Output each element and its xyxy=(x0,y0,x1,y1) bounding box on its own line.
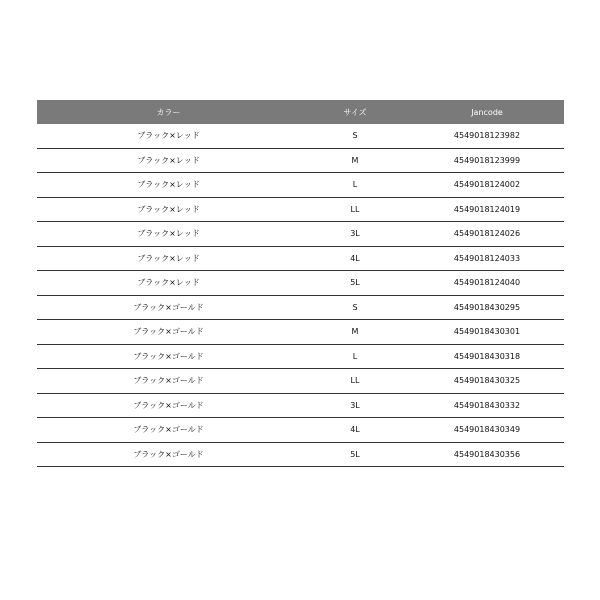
cell-color: ブラック×ゴールド xyxy=(37,418,300,443)
cell-color: ブラック×ゴールド xyxy=(37,442,300,467)
header-size: サイズ xyxy=(300,100,410,124)
cell-size: S xyxy=(300,124,410,148)
product-spec-table xyxy=(37,100,564,467)
table-body xyxy=(37,124,564,467)
table-row xyxy=(37,344,564,369)
cell-size: M xyxy=(300,320,410,345)
cell-size: 5L xyxy=(300,271,410,296)
cell-size: S xyxy=(300,295,410,320)
cell-size: 4L xyxy=(300,246,410,271)
cell-size: L xyxy=(300,344,410,369)
cell-jancode: 4549018430349 xyxy=(410,418,564,443)
cell-color: ブラック×ゴールド xyxy=(37,295,300,320)
cell-color: ブラック×ゴールド xyxy=(37,369,300,394)
cell-jancode: 4549018430332 xyxy=(410,393,564,418)
table-row xyxy=(37,393,564,418)
cell-color: ブラック×レッド xyxy=(37,148,300,173)
table-row xyxy=(37,197,564,222)
cell-size: 4L xyxy=(300,418,410,443)
table-row xyxy=(37,124,564,148)
cell-size: 3L xyxy=(300,222,410,247)
cell-jancode: 4549018124019 xyxy=(410,197,564,222)
cell-jancode: 4549018430301 xyxy=(410,320,564,345)
cell-jancode: 4549018124002 xyxy=(410,173,564,198)
cell-color: ブラック×ゴールド xyxy=(37,344,300,369)
cell-jancode: 4549018124040 xyxy=(410,271,564,296)
cell-jancode: 4549018124026 xyxy=(410,222,564,247)
table-row xyxy=(37,320,564,345)
table-row xyxy=(37,222,564,247)
cell-color: ブラック×レッド xyxy=(37,197,300,222)
cell-color: ブラック×レッド xyxy=(37,246,300,271)
cell-jancode: 4549018430295 xyxy=(410,295,564,320)
cell-jancode: 4549018430318 xyxy=(410,344,564,369)
table-row xyxy=(37,271,564,296)
table-row xyxy=(37,295,564,320)
cell-color: ブラック×レッド xyxy=(37,271,300,296)
cell-size: M xyxy=(300,148,410,173)
cell-color: ブラック×ゴールド xyxy=(37,320,300,345)
cell-jancode: 4549018430356 xyxy=(410,442,564,467)
cell-color: ブラック×レッド xyxy=(37,222,300,247)
table-row xyxy=(37,369,564,394)
cell-size: 3L xyxy=(300,393,410,418)
table-row xyxy=(37,246,564,271)
table-row xyxy=(37,173,564,198)
table-row xyxy=(37,148,564,173)
cell-jancode: 4549018123982 xyxy=(410,124,564,148)
cell-jancode: 4549018123999 xyxy=(410,148,564,173)
cell-jancode: 4549018430325 xyxy=(410,369,564,394)
header-color: カラー xyxy=(37,100,300,124)
cell-size: 5L xyxy=(300,442,410,467)
cell-jancode: 4549018124033 xyxy=(410,246,564,271)
cell-size: L xyxy=(300,173,410,198)
cell-color: ブラック×レッド xyxy=(37,124,300,148)
cell-size: LL xyxy=(300,369,410,394)
table-header xyxy=(37,100,564,124)
cell-color: ブラック×ゴールド xyxy=(37,393,300,418)
cell-color: ブラック×レッド xyxy=(37,173,300,198)
cell-size: LL xyxy=(300,197,410,222)
table-row xyxy=(37,418,564,443)
header-jancode: Jancode xyxy=(410,100,564,124)
table-row xyxy=(37,442,564,467)
header-row xyxy=(37,100,564,124)
